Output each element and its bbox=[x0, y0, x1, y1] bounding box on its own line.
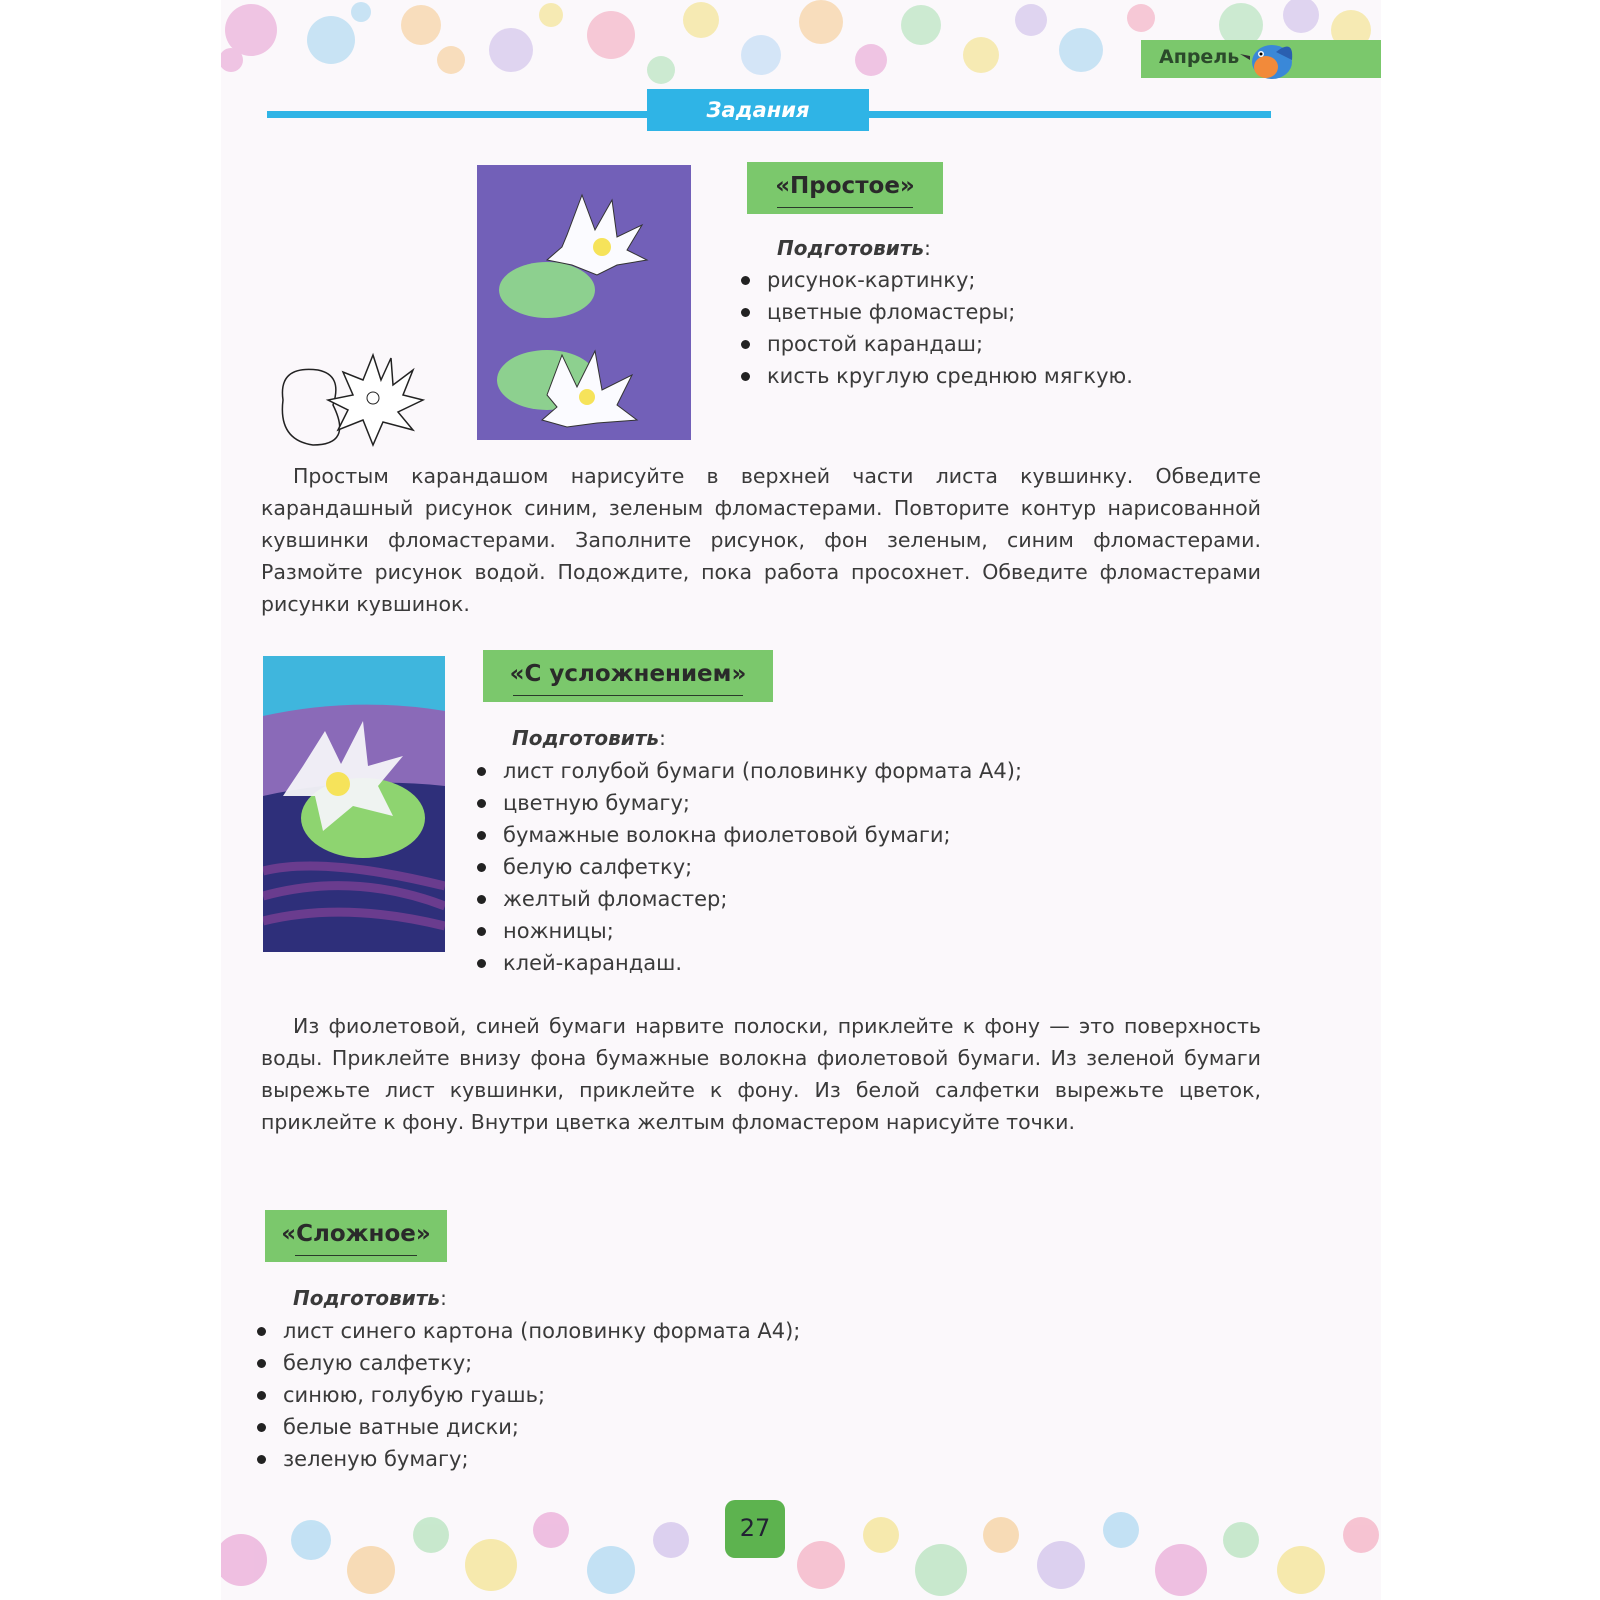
list-item: цветные фломастеры; bbox=[737, 296, 1133, 328]
book-page bbox=[221, 0, 1381, 1600]
water-lily-sketch-illustration bbox=[273, 350, 433, 450]
hard-title: «Сложное» bbox=[281, 1221, 431, 1247]
simple-instructions: Простым карандашом нарисуйте в верхней части листа кувшинку. Обведите карандашный рисунок синим, зеленым фломастерами. Повторите контур нарисованной кувшинки фломастерами. Заполните рисунок, фон зеленым, синим фломастерами. Размойте рисунок водой. Подождите, пока работа просохнет. Обведите фломастерами рисунки кувшинок. bbox=[261, 464, 1261, 616]
paper-lily-applique-photo bbox=[263, 656, 445, 952]
complex-title-box bbox=[483, 650, 773, 702]
simple-prepare-label: Подготовить: bbox=[777, 236, 931, 260]
list-item: рисунок-картинку; bbox=[737, 264, 1133, 296]
list-item: цветную бумагу; bbox=[473, 787, 1022, 819]
hard-prepare-label: Подготовить: bbox=[293, 1286, 447, 1310]
list-item: желтый фломастер; bbox=[473, 883, 1022, 915]
complex-prepare-label: Подготовить: bbox=[512, 726, 666, 750]
list-item: зеленую бумагу; bbox=[253, 1443, 800, 1475]
list-item: белую салфетку; bbox=[473, 851, 1022, 883]
list-item: лист синего картона (половинку формата А4); bbox=[253, 1315, 800, 1347]
list-item: простой карандаш; bbox=[737, 328, 1133, 360]
list-item: кисть круглую среднюю мягкую. bbox=[737, 360, 1133, 392]
list-item: бумажные волокна фиолетовой бумаги; bbox=[473, 819, 1022, 851]
list-item: ножницы; bbox=[473, 915, 1022, 947]
bottom-splash-decoration bbox=[221, 1500, 1381, 1600]
water-lily-marker-drawing bbox=[477, 165, 691, 440]
simple-title-box bbox=[747, 162, 943, 214]
section-tab bbox=[647, 89, 869, 131]
simple-materials-list bbox=[737, 264, 1133, 392]
month-tab bbox=[1141, 40, 1381, 78]
complex-materials-list bbox=[473, 755, 1022, 979]
complex-title: «С усложнением» bbox=[509, 661, 747, 687]
hard-materials-list bbox=[253, 1315, 800, 1475]
section-label: Задания bbox=[706, 98, 810, 122]
list-item: клей-карандаш. bbox=[473, 947, 1022, 979]
month-label: Апрель bbox=[1159, 46, 1240, 68]
complex-instructions: Из фиолетовой, синей бумаги нарвите полоски, приклейте к фону — это поверхность воды. Приклейте внизу фона бумажные волокна фиолетовой бумаги. Из зеленой бумаги вырежьте лист кувшинки, приклейте к фону. Из белой салфетки вырежьте цветок, приклейте к фону. Внутри цветка желтым фломастером нарисуйте точки. bbox=[261, 1014, 1261, 1134]
hard-title-box bbox=[265, 1210, 447, 1262]
page-number-badge bbox=[725, 1500, 785, 1558]
list-item: белую салфетку; bbox=[253, 1347, 800, 1379]
bird-icon bbox=[1236, 34, 1306, 84]
list-item: белые ватные диски; bbox=[253, 1411, 800, 1443]
list-item: лист голубой бумаги (половинку формата А4); bbox=[473, 755, 1022, 787]
simple-title: «Простое» bbox=[775, 173, 915, 199]
page-number: 27 bbox=[739, 1514, 771, 1542]
list-item: синюю, голубую гуашь; bbox=[253, 1379, 800, 1411]
